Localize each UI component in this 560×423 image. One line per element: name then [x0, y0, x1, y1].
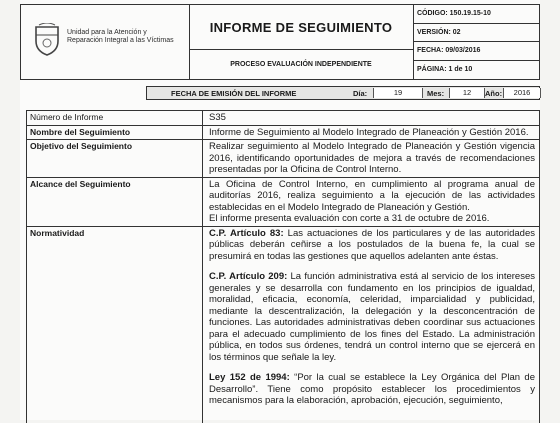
norm-heading: C.P. Artículo 209:: [209, 271, 288, 282]
row-normatividad: [26, 227, 540, 423]
objetivo-label: Objetivo del Seguimiento: [27, 140, 203, 177]
logo-cell: [21, 5, 190, 79]
normatividad-value: [203, 227, 539, 417]
norm-text: “Por la cual se establece la Ley Orgánica del Plan de Desarrollo”. Tiene como propósito establecer los procedimientos y mecanismos para la elaboración, aprobación, ejecución, seguimiento,: [209, 372, 535, 406]
document-page: [20, 0, 540, 420]
alcance-text: La Oficina de Control Interno, en cumplimiento al programa anual de auditorías 2016, realiza seguimiento a la ejecución de las actividades establecidas en el Modelo Integrado de Planeación y Gestión.: [209, 178, 535, 213]
report-table: [26, 110, 540, 423]
document-code: CÓDIGO: 150.19.15-10: [413, 5, 539, 24]
row-alcance-seguimiento: [26, 178, 540, 227]
objetivo-value: Realizar seguimiento al Modelo Integrado de Planeación y Gestión vigencia 2016, identificando oportunidades de mejora a través de recomendaciones presentadas por la Oficina de Control Interno.: [209, 141, 535, 175]
row-objetivo-seguimiento: [26, 140, 540, 178]
alcance-cutoff: El informe presenta evaluación con corte a 31 de octubre de 2016.: [209, 213, 490, 224]
report-title: INFORME DE SEGUIMIENTO: [189, 5, 413, 50]
document-date: FECHA: 09/03/2016: [413, 42, 539, 61]
emission-label: FECHA DE EMISIÓN DEL INFORME: [171, 89, 297, 98]
row-nombre-seguimiento: [26, 126, 540, 141]
document-version: VERSIÓN: 02: [413, 24, 539, 43]
year-value: 2016: [503, 88, 541, 98]
alcance-label: Alcance del Seguimiento: [27, 178, 203, 226]
nombre-label: Nombre del Seguimiento: [27, 126, 203, 140]
row-numero-informe: [26, 111, 540, 126]
norm-text: La función administrativa está al servicio de los intereses generales y se desarrolla con fundamento en los principios de igualdad, moralidad, eficacia, economía, celeridad, imparcialidad y publicidad, mediante la descentralización, la delegación y la desconcentración de funciones. Las autoridades administrativas deben coordinar sus actuaciones para el adecuado cumplimiento de los fines del Estado. La administración pública, en todos sus órdenes, tendrá un control interno que se ejercerá en los términos que señale la ley.: [209, 271, 535, 363]
emission-date-bar: [146, 86, 540, 100]
nombre-value: Informe de Seguimiento al Modelo Integrado de Planeación y Gestión 2016.: [209, 126, 529, 138]
alcance-value: [203, 178, 539, 226]
month-value: 12: [449, 88, 485, 98]
normatividad-label: Normatividad: [27, 227, 203, 423]
process-subtitle: PROCESO EVALUACIÓN INDEPENDIENTE: [230, 60, 372, 68]
norm-paragraph: [209, 372, 535, 407]
coat-of-arms-icon: [33, 23, 61, 57]
entity-name: Unidad para la Atención y Reparación Integral a las Víctimas: [67, 29, 174, 44]
norm-heading: Ley 152 de 1994:: [209, 372, 290, 383]
page-number: PÁGINA: 1 de 10: [417, 65, 473, 73]
norm-heading: C.P. Artículo 83:: [209, 227, 284, 239]
norm-text: Las actuaciones de los particulares y de las autoridades públicas deberán ceñirse a los postulados de la buena fe, la cual se presumirá en todas las gestiones que aquellos adelanten ante éstas.: [209, 227, 535, 262]
day-value: 19: [373, 88, 423, 98]
norm-paragraph: [209, 271, 535, 363]
year-label: Año:: [485, 89, 503, 98]
month-label: Mes:: [427, 89, 445, 98]
document-meta: [413, 5, 539, 79]
document-header: [20, 4, 540, 80]
norm-paragraph: [209, 228, 535, 263]
numero-label: Número de Informe: [27, 111, 203, 125]
numero-value: S35: [209, 112, 226, 123]
title-cell: [189, 5, 414, 79]
day-label: Día:: [353, 89, 368, 98]
